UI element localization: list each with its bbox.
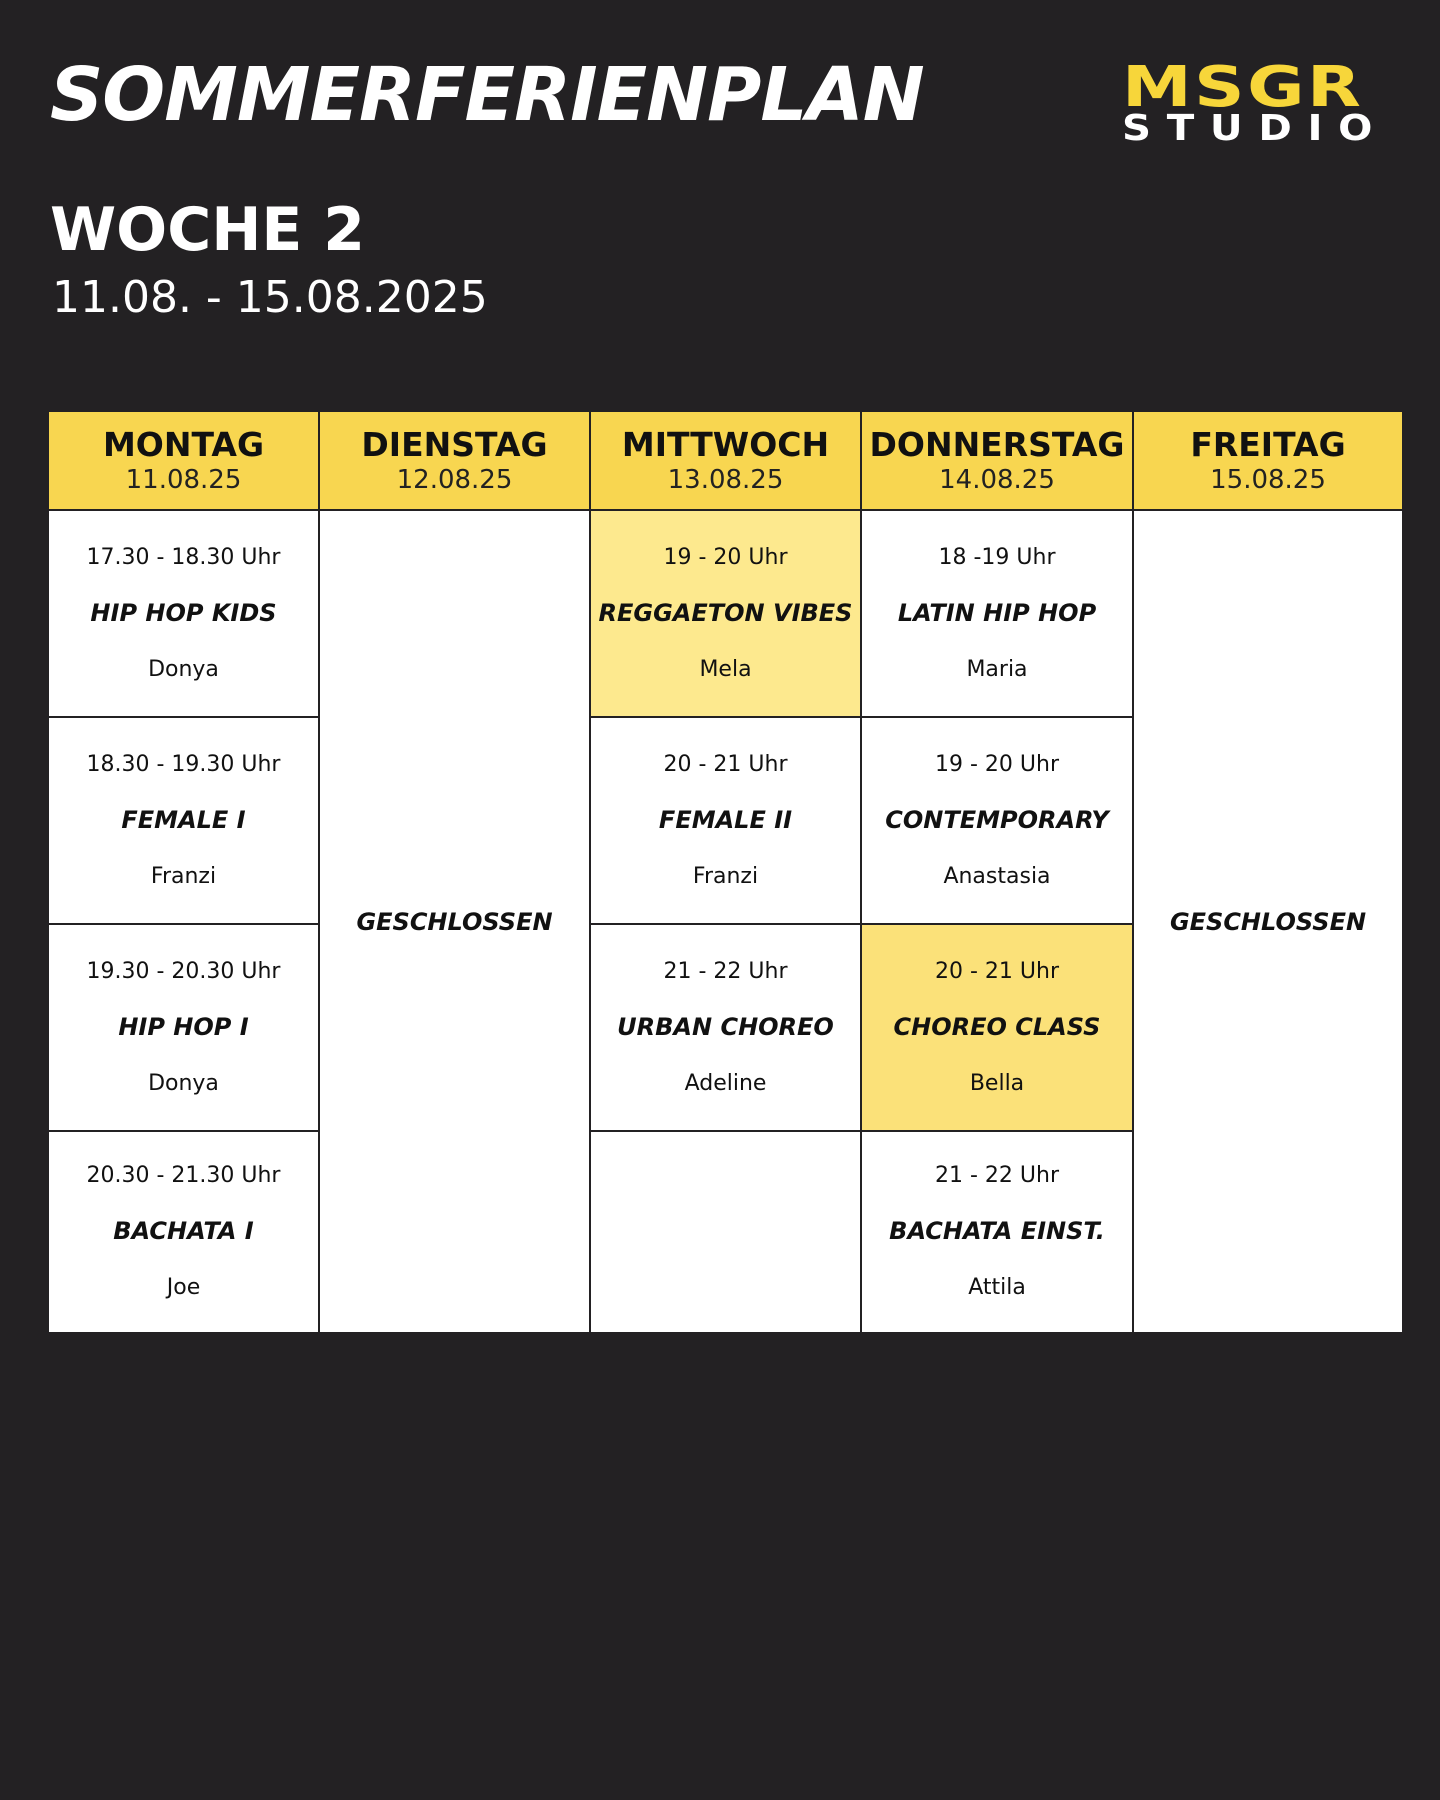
class-name: HIP HOP KIDS <box>90 598 277 627</box>
class-time: 20 - 21 Uhr <box>663 751 788 777</box>
schedule-table <box>49 412 1394 1332</box>
day-header-monday <box>49 412 318 509</box>
class-teacher: Bella <box>969 1070 1025 1096</box>
logo-wordmark: MSGR <box>1122 55 1364 120</box>
class-teacher: Mela <box>699 656 752 682</box>
day-header-thursday <box>862 412 1132 509</box>
week-date-range: 11.08. - 15.08.2025 <box>52 272 488 323</box>
studio-logo <box>1122 55 1394 149</box>
day-name: MITTWOCH <box>621 425 830 464</box>
day-name: DONNERSTAG <box>869 425 1125 464</box>
class-time: 17.30 - 18.30 Uhr <box>86 544 281 570</box>
class-name: CHOREO CLASS <box>893 1012 1101 1041</box>
day-date: 11.08.25 <box>125 465 242 495</box>
day-header-wednesday <box>591 412 860 509</box>
day-name: MONTAG <box>102 425 265 464</box>
day-name: FREITAG <box>1190 425 1346 464</box>
class-slot <box>49 718 318 923</box>
class-teacher: Anastasia <box>943 863 1051 889</box>
day-date: 15.08.25 <box>1210 465 1326 495</box>
class-name: BACHATA I <box>113 1217 254 1245</box>
class-slot <box>862 718 1132 923</box>
day-name: DIENSTAG <box>361 425 548 464</box>
class-slot-highlighted <box>862 925 1132 1130</box>
class-slot <box>591 925 860 1130</box>
class-slot <box>49 511 318 716</box>
class-teacher: Donya <box>148 1070 219 1096</box>
class-slot <box>591 718 860 923</box>
class-time: 20.30 - 21.30 Uhr <box>86 1163 281 1188</box>
class-slot-highlighted <box>591 511 860 716</box>
day-date: 13.08.25 <box>667 465 784 495</box>
class-slot <box>49 925 318 1130</box>
closed-slot-friday <box>1134 511 1402 1332</box>
class-time: 19 - 20 Uhr <box>663 544 788 570</box>
class-teacher: Maria <box>966 656 1028 682</box>
empty-slot <box>591 1132 860 1332</box>
class-name: FEMALE II <box>658 805 793 834</box>
class-teacher: Donya <box>148 656 219 682</box>
class-time: 18 -19 Uhr <box>938 544 1056 570</box>
day-date: 14.08.25 <box>939 465 1055 495</box>
class-name: HIP HOP I <box>118 1012 249 1041</box>
class-teacher: Attila <box>968 1275 1026 1300</box>
day-header-tuesday <box>320 412 589 509</box>
class-name: LATIN HIP HOP <box>897 598 1097 627</box>
class-time: 19.30 - 20.30 Uhr <box>86 958 281 984</box>
page-title: SOMMERFERIENPLAN <box>50 52 924 138</box>
class-name: CONTEMPORARY <box>885 805 1109 834</box>
day-header-friday <box>1134 412 1402 509</box>
closed-label: GESCHLOSSEN <box>356 907 553 936</box>
day-date: 12.08.25 <box>396 465 513 495</box>
class-name: BACHATA EINST. <box>889 1217 1105 1245</box>
class-time: 19 - 20 Uhr <box>935 751 1059 777</box>
class-teacher: Adeline <box>684 1070 767 1096</box>
class-time: 21 - 22 Uhr <box>663 958 788 984</box>
class-name: FEMALE I <box>121 805 246 834</box>
class-teacher: Franzi <box>692 863 759 889</box>
logo-subtitle: STUDIO <box>1122 108 1389 149</box>
class-time: 20 - 21 Uhr <box>935 958 1059 984</box>
class-slot <box>49 1132 318 1332</box>
class-time: 21 - 22 Uhr <box>935 1163 1059 1188</box>
closed-label: GESCHLOSSEN <box>1169 907 1367 936</box>
class-teacher: Joe <box>166 1275 201 1300</box>
class-slot <box>862 511 1132 716</box>
class-name: REGGAETON VIBES <box>598 598 853 627</box>
week-heading: WOCHE 2 <box>50 195 366 265</box>
class-time: 18.30 - 19.30 Uhr <box>86 751 281 777</box>
class-slot <box>862 1132 1132 1332</box>
class-teacher: Franzi <box>150 863 217 889</box>
class-name: URBAN CHOREO <box>617 1012 834 1041</box>
closed-slot-tuesday <box>320 511 589 1332</box>
